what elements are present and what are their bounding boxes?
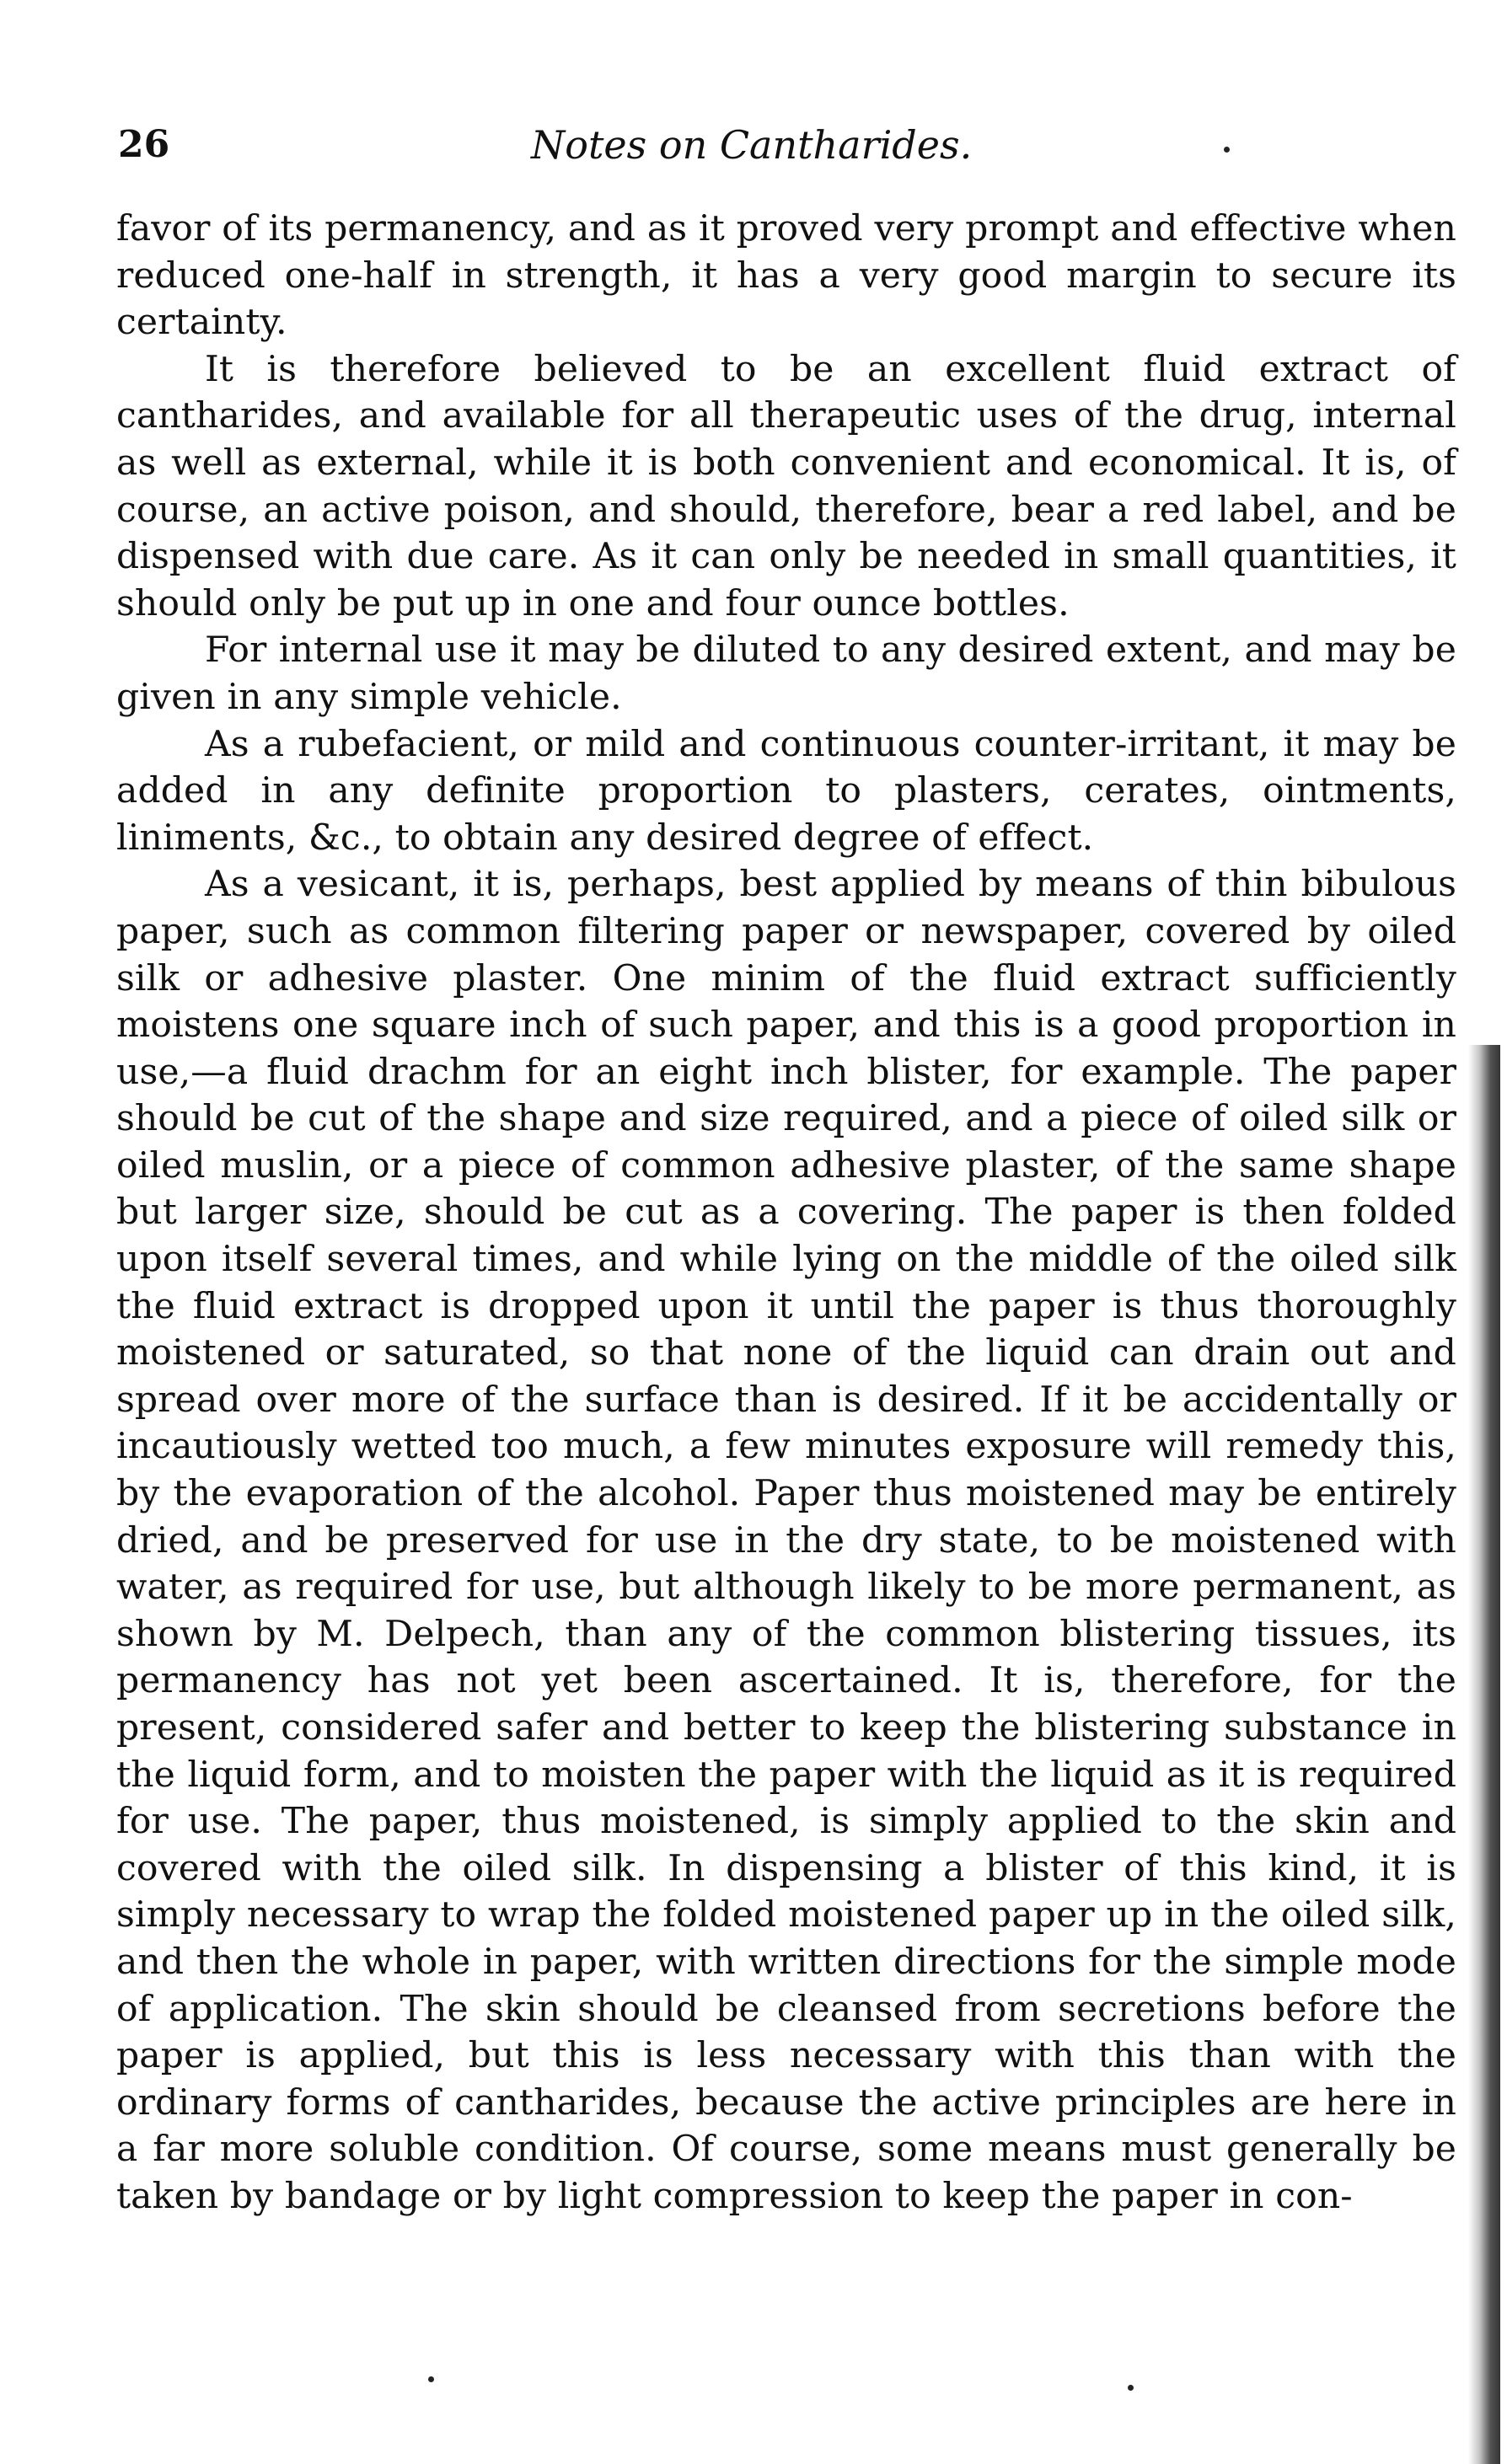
ink-speck [1128,2385,1134,2391]
page-edge-shadow [1468,1045,1500,2464]
page-number: 26 [118,123,170,166]
running-head [118,120,1467,179]
ink-speck [1224,147,1230,153]
paragraph-rubefacient: As a rubefacient, or mild and continuous counter-irritant, it may be added in any definite proportion to plasters, cerates, ointments, liniments, &c., to obtain any desired degree of effect. [116,723,1456,859]
running-title: Notes on Cantharides. [531,122,973,168]
ink-speck [428,2376,434,2382]
paragraph-fluid-extract: It is therefore believed to be an excellent fluid extract of cantharides, and available for all therapeutic uses of the drug, internal as well as external, while it is both convenient and economical. It is, of course, an active poison, and should, therefore, bear a red label, and be dispensed with due care. As it can only be needed in small quantities, it should only be put up in one and four ounce bottles. [116,348,1456,624]
paragraph-vesicant: As a vesicant, it is, perhaps, best applied by means of thin bibulous paper, such as common filtering paper or newspaper, covered by oiled silk or adhesive plaster. One minim of the fluid extract sufficiently moistens one square inch of such paper, and this is a good proportion in use,—a fluid drachm for an eight inch blister, for example. The paper should be cut of the shape and size required, and a piece of oiled silk or oiled muslin, or a piece of common adhesive plaster, of the same shape but larger size, should be cut as a covering. The paper is then folded upon itself several times, and while lying on the middle of the oiled silk the fluid extract is dropped upon it until the paper is thus thoroughly moistened or saturated, so that none of the liquid can drain out and spread over more of the surface than is desired. If it be accidentally or incautiously wetted too much, a few minutes exposure will remedy this, by the evaporation of the alcohol. Paper thus moistened may be entirely dried, and be preserved for use in the dry state, to be moistened with water, as required for use, but although likely to be more permanent, as shown by M. Delpech, than any of the common blistering tissues, its permanency has not yet been ascertained. It is, therefore, for the present, considered safer and better to keep the blistering substance in the liquid form, and to moisten the paper with the liquid as it is required for use. The paper, thus moistened, is simply applied to the skin and covered with the oiled silk. In dispensing a blister of this kind, it is simply necessary to wrap the folded moistened paper up in the oiled silk, and then the whole in paper, with written directions for the simple mode of application. The skin should be cleansed from secretions before the paper is applied, but this is less necessary with this than with the ordinary forms of cantharides, because the active principles are here in a far more soluble condition. Of course, some means must generally be taken by bandage or by light compression to keep the paper in con- [116,864,1456,2217]
paragraph-continued: favor of its permanency, and as it proved very prompt and effective when reduced one-half in strength, it has a very good margin to secure its certainty. [116,208,1456,344]
paragraph-internal-use: For internal use it may be diluted to any desired extent, and may be given in any simple vehicle. [116,629,1456,718]
body-text [116,206,1456,2220]
